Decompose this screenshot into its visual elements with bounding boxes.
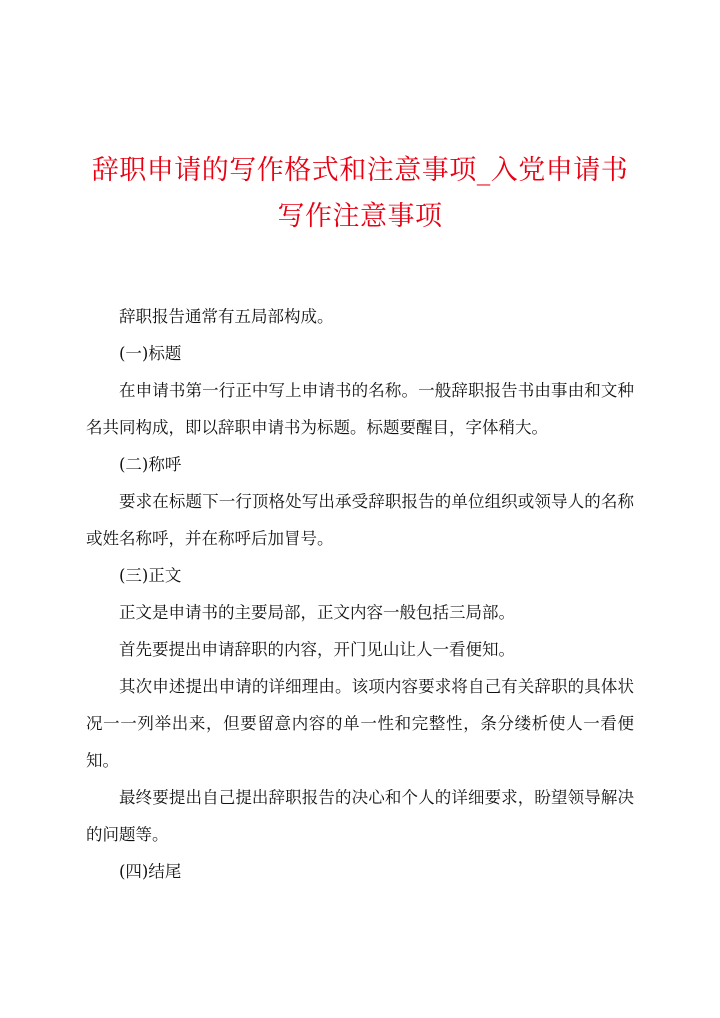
heading-title-section: (一)标题 (119, 344, 182, 363)
document-title (90, 148, 630, 240)
paragraph-body-desc: 正文是申请书的主要局部，正文内容一般包括三局部。 (119, 603, 515, 622)
heading-ending-section: (四)结尾 (119, 862, 182, 881)
paragraph-second-point: 其次申述提出申请的详细理由。该项内容要求将自己有关辞职的具体状况一一列举出来，但要留意内容的单一性和完整性，条分缕析使人一看便知。 (86, 677, 634, 770)
heading-salutation-section: (二)称呼 (119, 455, 182, 474)
paragraph-title-desc: 在申请书第一行正中写上申请书的名称。一般辞职报告书由事由和文种名共同构成，即以辞职申请书为标题。标题要醒目，字体稍大。 (86, 381, 634, 437)
paragraph-salutation-desc: 要求在标题下一行顶格处写出承受辞职报告的单位组织或领导人的名称或姓名称呼，并在称呼后加冒号。 (86, 492, 634, 548)
heading-body-section: (三)正文 (119, 566, 182, 585)
document-body (86, 298, 634, 890)
paragraph-intro: 辞职报告通常有五局部构成。 (119, 307, 334, 326)
title-line-1: 辞职申请的写作格式和注意事项_入党申请书 (91, 155, 629, 186)
title-line-2: 写作注意事项 (277, 201, 443, 232)
paragraph-first-point: 首先要提出申请辞职的内容，开门见山让人一看便知。 (119, 640, 515, 659)
paragraph-final-point: 最终要提出自己提出辞职报告的决心和个人的详细要求，盼望领导解决的问题等。 (86, 788, 634, 844)
